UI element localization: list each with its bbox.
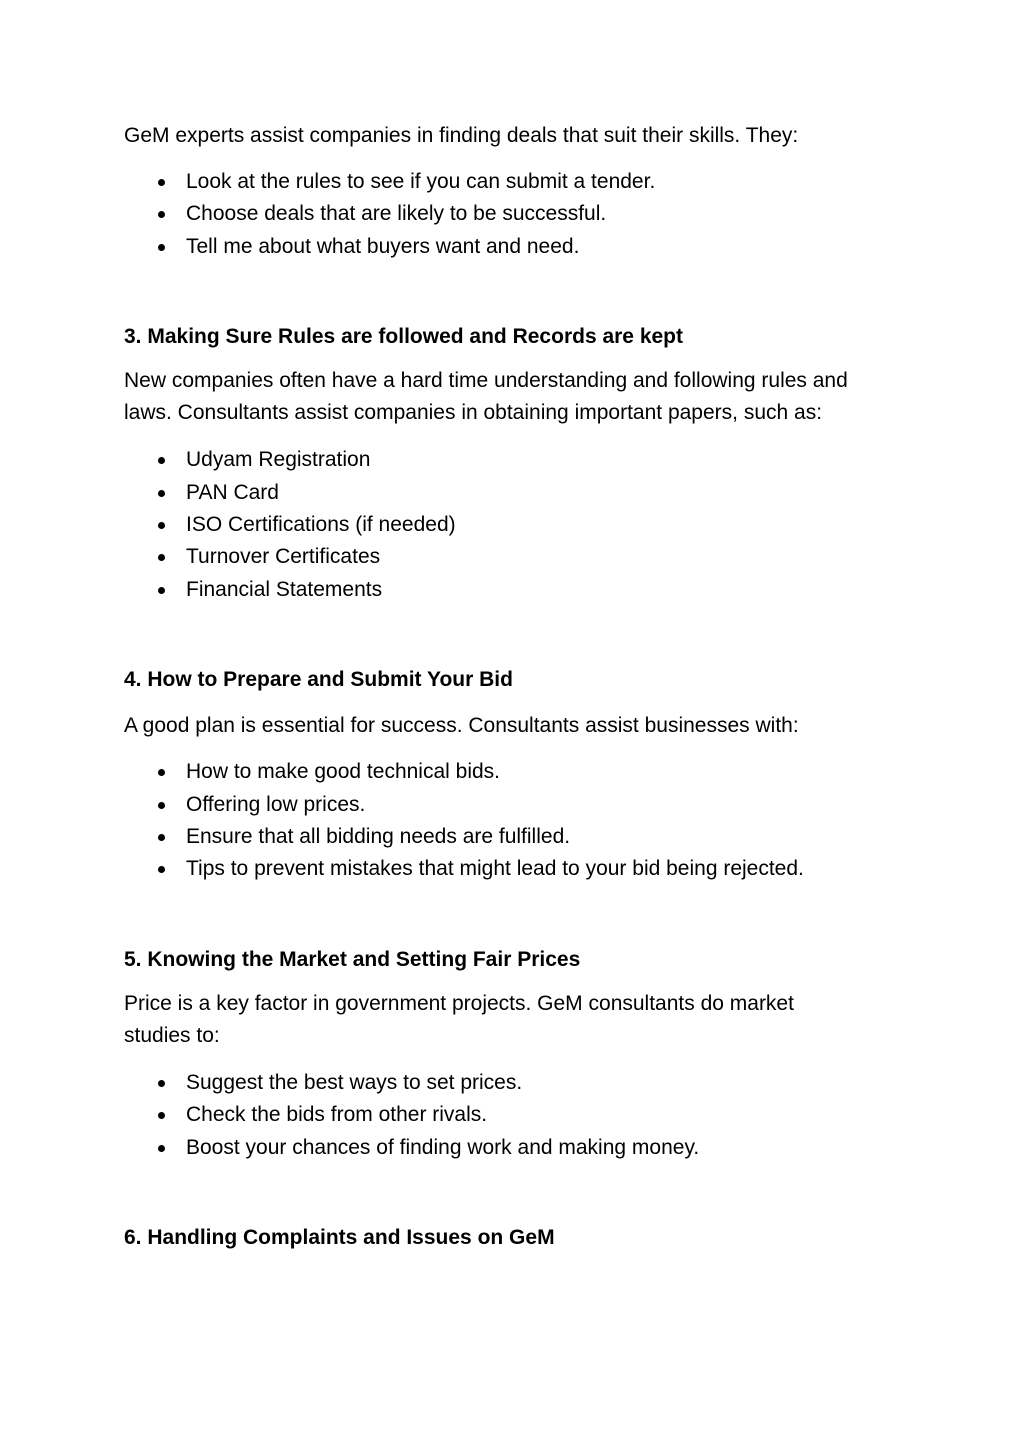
bullet-icon <box>158 1112 165 1119</box>
bullet-icon <box>158 769 165 776</box>
bullet-icon <box>158 866 165 873</box>
list-item: ISO Certifications (if needed) <box>124 509 914 541</box>
bullet-icon <box>158 490 165 497</box>
section-3-heading: 3. Making Sure Rules are followed and Records are kept <box>124 325 684 349</box>
section-4-bullet-list <box>124 756 914 886</box>
list-item: How to make good technical bids. <box>124 756 914 788</box>
section-3-bullet-list <box>124 444 914 606</box>
list-item: Choose deals that are likely to be successful. <box>124 198 914 230</box>
bullet-icon <box>158 587 165 594</box>
bullet-icon <box>158 554 165 561</box>
list-item: PAN Card <box>124 477 914 509</box>
bullet-icon <box>158 802 165 809</box>
list-item: Tell me about what buyers want and need. <box>124 231 914 263</box>
bullet-icon <box>158 834 165 841</box>
section-4-paragraph: A good plan is essential for success. Consultants assist businesses with: <box>124 714 799 738</box>
intro-bullet-list <box>124 166 914 263</box>
list-item: Offering low prices. <box>124 789 914 821</box>
section-6-heading: 6. Handling Complaints and Issues on GeM <box>124 1226 555 1250</box>
list-item: Look at the rules to see if you can submit a tender. <box>124 166 914 198</box>
section-5-bullet-list <box>124 1067 914 1164</box>
list-item: Udyam Registration <box>124 444 914 476</box>
list-item: Tips to prevent mistakes that might lead to your bid being rejected. <box>124 853 914 885</box>
section-5-paragraph: Price is a key factor in government projects. GeM consultants do market studies to: <box>124 991 794 1047</box>
list-item: Ensure that all bidding needs are fulfilled. <box>124 821 914 853</box>
bullet-icon <box>158 244 165 251</box>
intro-paragraph: GeM experts assist companies in finding deals that suit their skills. They: <box>124 124 799 147</box>
list-item: Financial Statements <box>124 574 914 606</box>
bullet-icon <box>158 211 165 218</box>
section-3-paragraph: New companies often have a hard time understanding and following rules and laws. Consultants assist companies in obtaining important papers, such as: <box>124 369 848 425</box>
section-5-heading: 5. Knowing the Market and Setting Fair Prices <box>124 947 581 971</box>
bullet-icon <box>158 1145 165 1152</box>
bullet-icon <box>158 1080 165 1087</box>
bullet-icon <box>158 457 165 464</box>
bullet-icon <box>158 179 165 186</box>
list-item: Turnover Certificates <box>124 541 914 573</box>
document-page <box>124 120 914 1254</box>
list-item: Boost your chances of finding work and making money. <box>124 1132 914 1164</box>
list-item: Check the bids from other rivals. <box>124 1099 914 1131</box>
list-item: Suggest the best ways to set prices. <box>124 1067 914 1099</box>
section-4-heading: 4. How to Prepare and Submit Your Bid <box>124 668 513 692</box>
bullet-icon <box>158 522 165 529</box>
